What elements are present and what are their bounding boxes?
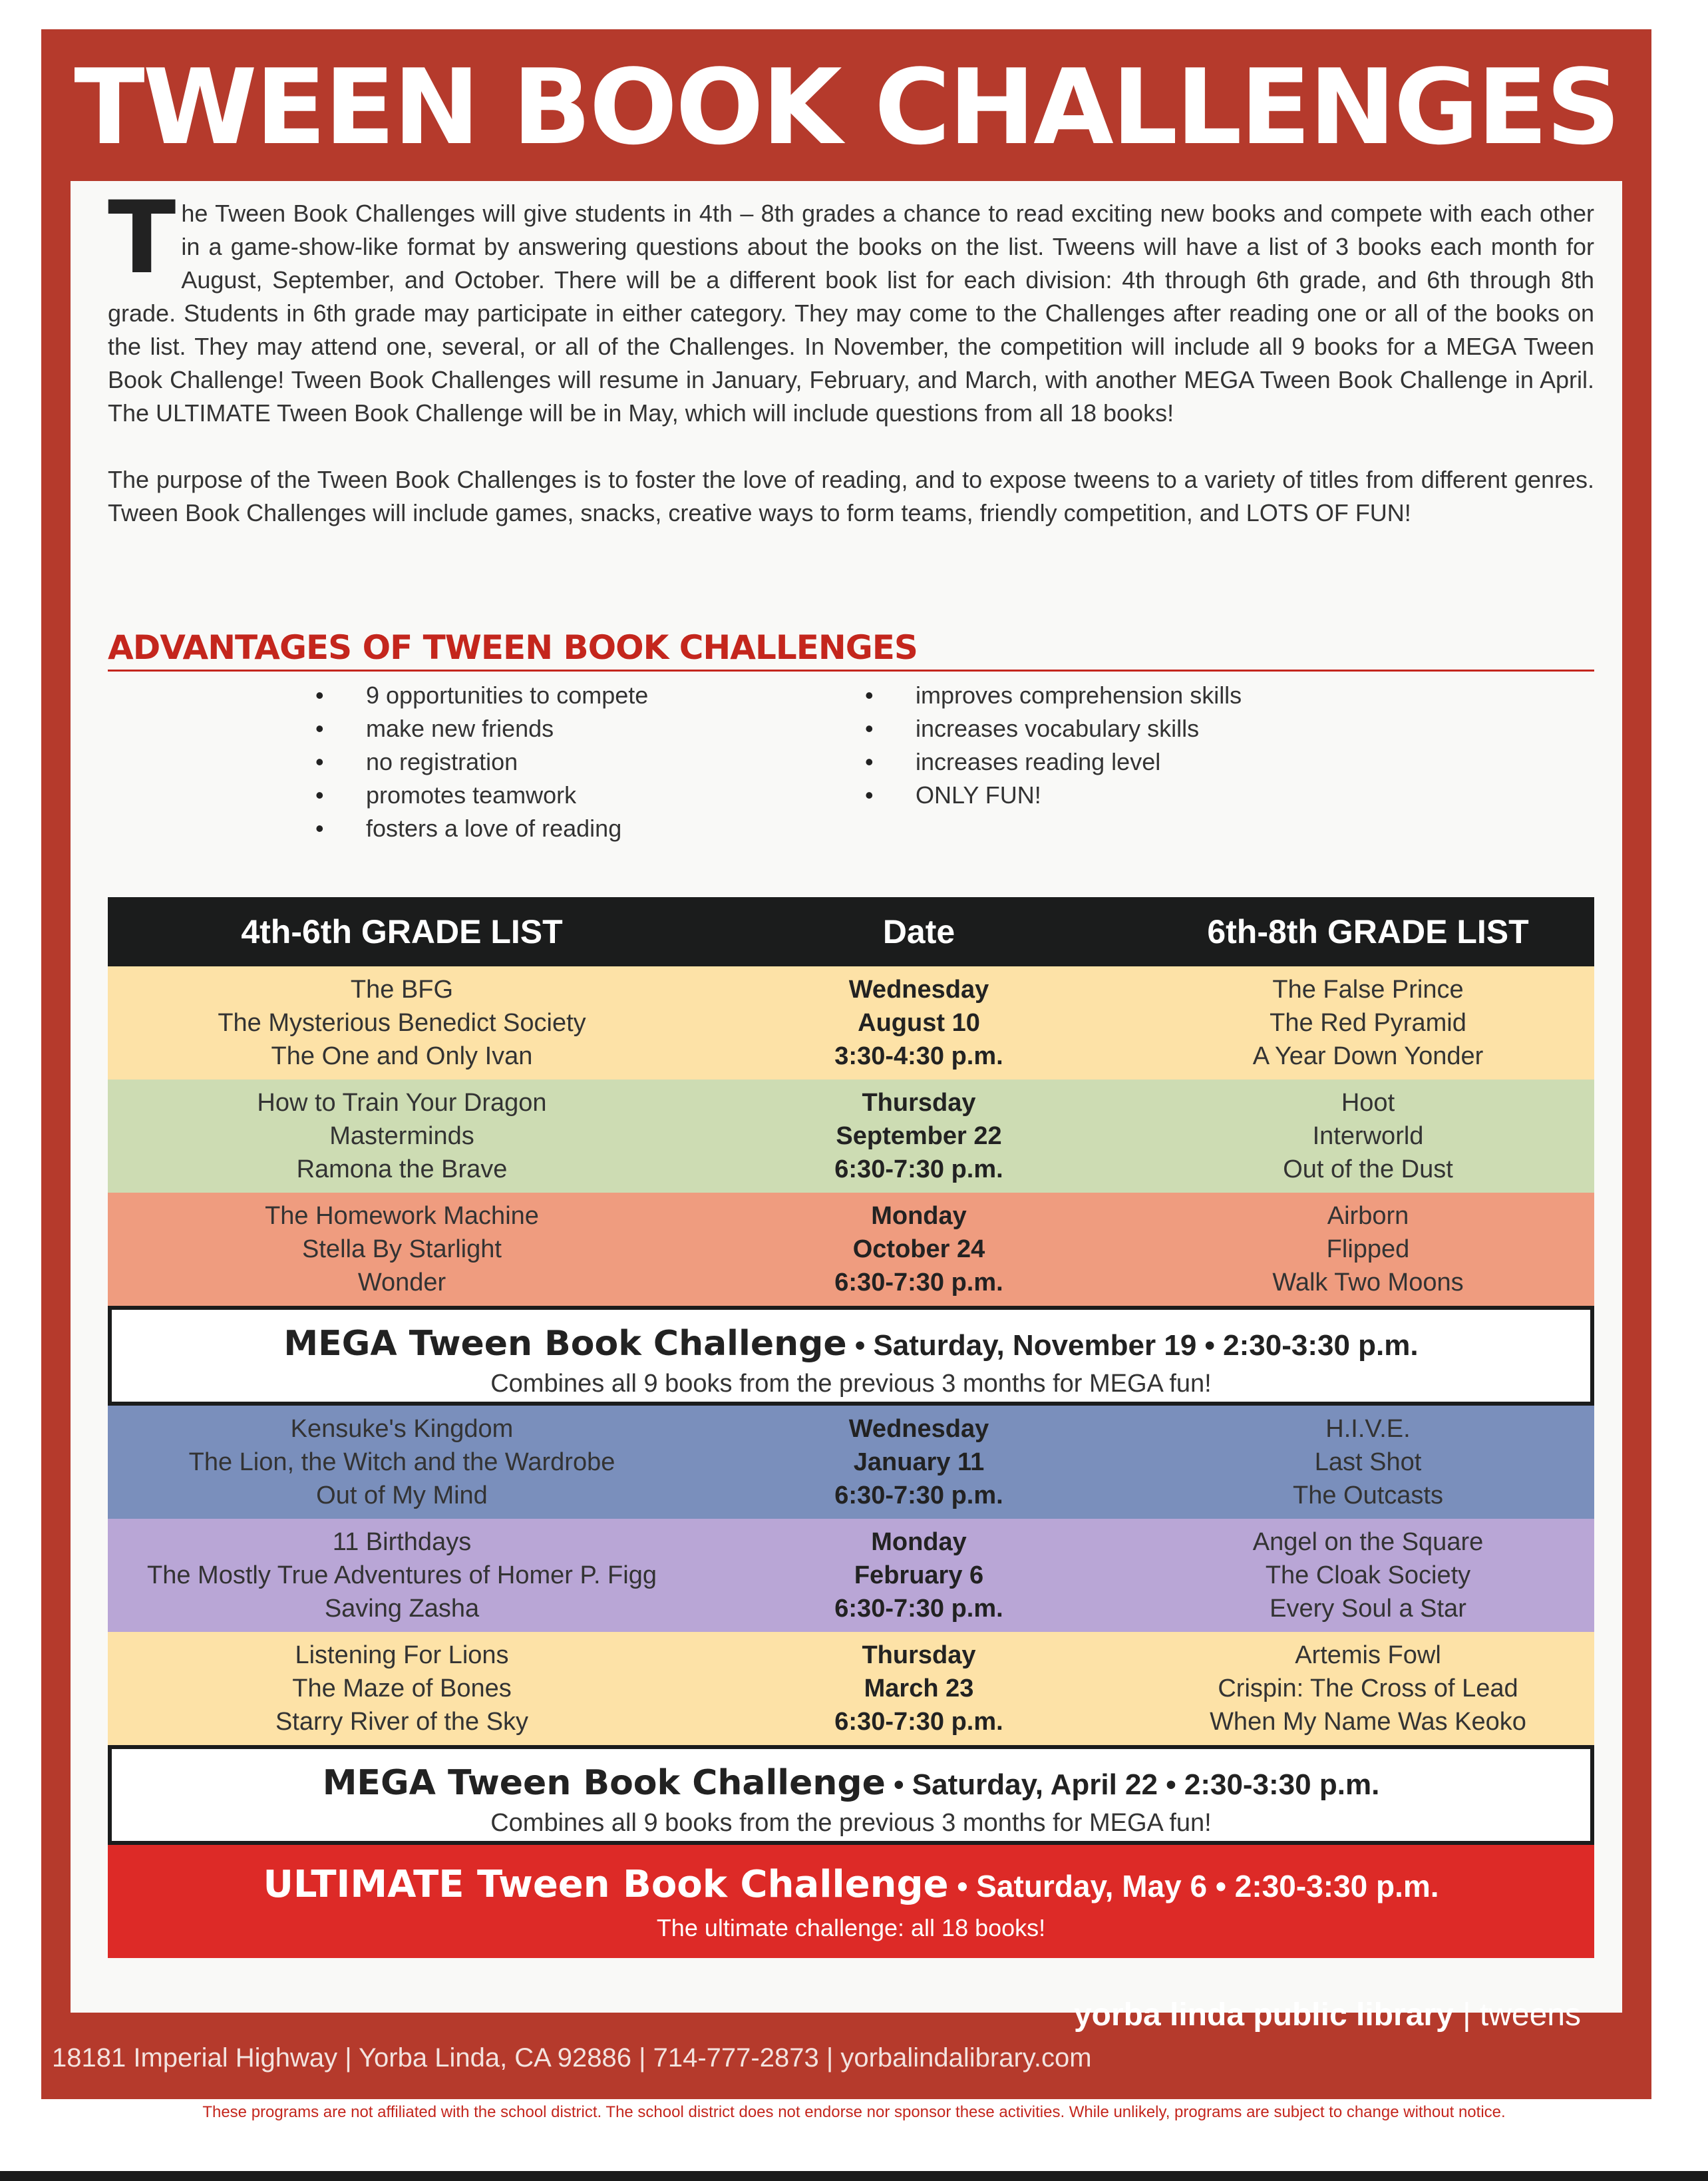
library-separator: | (1462, 1997, 1471, 2033)
mega-when: • Saturday, November 19 • 2:30-3:30 p.m. (846, 1329, 1419, 1362)
schedule-row-september (108, 1080, 1594, 1193)
book-title: Listening For Lions (295, 1641, 509, 1669)
ultimate-title: ULTIMATE Tween Book Challenge (263, 1863, 949, 1906)
book-title: The Maze of Bones (292, 1675, 512, 1702)
ultimate-subtitle: The ultimate challenge: all 18 books! (656, 1914, 1046, 1941)
mega-challenge-april (108, 1745, 1594, 1845)
drop-cap: T (108, 180, 176, 296)
intro-paragraph-2: The purpose of the Tween Book Challenges is to foster the love of reading, and to expose tweens to a variety of titles from different genres. Tween Book Challenges will include games, snacks, creative ways to form teams, friendly competition, and LOTS OF FUN! (108, 466, 1594, 526)
date-day: Thursday (862, 1089, 976, 1117)
intro-paragraph-1 (108, 180, 1594, 430)
book-title: H.I.V.E. (1325, 1415, 1411, 1443)
book-title: Out of the Dust (1283, 1155, 1453, 1183)
grade-4-6-books (108, 973, 696, 1073)
grade-6-8-books (1142, 1639, 1594, 1738)
flyer-title: TWEEN BOOK CHALLENGES (74, 47, 1619, 168)
mega-title: MEGA Tween Book Challenge (283, 1324, 847, 1364)
book-title: 11 Birthdays (332, 1528, 472, 1556)
book-title: Flipped (1326, 1235, 1410, 1263)
book-title: Out of My Mind (316, 1482, 488, 1509)
date-day: Thursday (862, 1641, 976, 1669)
book-title: The Mostly True Adventures of Homer P. Figg (147, 1561, 657, 1589)
schedule-row-february (108, 1519, 1594, 1632)
book-title: The Mysterious Benedict Society (218, 1009, 586, 1037)
book-title: Kensuke's Kingdom (290, 1415, 514, 1443)
scan-edge (0, 2171, 1708, 2181)
book-title: The Lion, the Witch and the Wardrobe (188, 1448, 615, 1476)
book-title: Every Soul a Star (1270, 1595, 1466, 1623)
grade-4-6-books (108, 1199, 696, 1299)
grade-4-6-books (108, 1639, 696, 1738)
advantage-item: • make new friends (315, 712, 648, 745)
grade-4-6-books (108, 1086, 696, 1186)
advantages-list-right (865, 679, 1242, 812)
date-day: Monday (871, 1202, 967, 1230)
book-title: Stella By Starlight (302, 1235, 502, 1263)
grade-4-6-books (108, 1525, 696, 1625)
schedule-row-march (108, 1632, 1594, 1745)
advantage-item: • ONLY FUN! (865, 779, 1242, 812)
session-date (696, 1199, 1142, 1299)
date-date: October 24 (852, 1235, 985, 1263)
mega-subtitle: Combines all 9 books from the previous 3 months for MEGA fun! (490, 1370, 1212, 1398)
date-time: 6:30-7:30 p.m. (834, 1269, 1003, 1296)
date-date: January 11 (853, 1448, 985, 1476)
book-title: Airborn (1327, 1202, 1409, 1230)
mega-title: MEGA Tween Book Challenge (322, 1763, 886, 1803)
content-panel (71, 181, 1622, 2013)
flyer-frame (41, 29, 1651, 2099)
intro-paragraph-1-text: he Tween Book Challenges will give students in 4th – 8th grades a chance to read exciting new books and compete with each other in a game-show-like format by answering questions about the books on the list. Tweens will have a list of 3 books each month for August, September, and October. There will be a different book list for each division: 4th through 6th grade, and 6th through 8th grade. Students in 6th grade may participate in either category. They may come to the Challenges after reading one or all of the books on the list. They may attend one, several, or all of the Challenges. In November, the competition will include all 9 books for a MEGA Tween Book Challenge! Tween Book Challenges will resume in January, February, and March, with another MEGA Tween Book Challenge in April. The ULTIMATE Tween Book Challenge will be in May, which will include questions from all 18 books! (108, 200, 1594, 427)
book-title: The Cloak Society (1265, 1561, 1471, 1589)
ultimate-challenge (108, 1845, 1594, 1958)
advantage-item: • increases vocabulary skills (865, 712, 1242, 745)
date-date: March 23 (864, 1675, 974, 1702)
book-title: Last Shot (1314, 1448, 1422, 1476)
book-title: Artemis Fowl (1295, 1641, 1441, 1669)
session-date (696, 1525, 1142, 1625)
header-date: Date (882, 913, 955, 950)
advantage-item: • fosters a love of reading (315, 812, 648, 845)
book-title: The Red Pyramid (1270, 1009, 1466, 1037)
advantages-list-left (315, 679, 648, 845)
book-title: The False Prince (1272, 976, 1464, 1004)
book-title: When My Name Was Keoko (1210, 1708, 1526, 1736)
book-title: Hoot (1341, 1089, 1395, 1117)
disclaimer: These programs are not affiliated with the school district. The school district does not endorse nor sponsor these activities. While unlikely, programs are subject to change without notice. (202, 2103, 1506, 2121)
date-time: 6:30-7:30 p.m. (834, 1155, 1003, 1183)
library-name (985, 1995, 1581, 2035)
date-day: Wednesday (848, 1415, 989, 1443)
session-date (696, 1639, 1142, 1738)
library-tag: tweens (1479, 1997, 1581, 2033)
book-title: Starry River of the Sky (275, 1708, 529, 1736)
book-title: The BFG (350, 976, 454, 1004)
book-title: Saving Zasha (324, 1595, 480, 1623)
book-title: Ramona the Brave (296, 1155, 508, 1183)
date-date: February 6 (854, 1561, 984, 1589)
grade-6-8-books (1142, 973, 1594, 1073)
advantage-item: • promotes teamwork (315, 779, 648, 812)
advantage-item: • 9 opportunities to compete (315, 679, 648, 712)
library-contact: 18181 Imperial Highway | Yorba Linda, CA 92886 | 714-777-2873 | yorbalindalibrary.com (52, 2043, 1092, 2073)
advantages-heading: ADVANTAGES OF TWEEN BOOK CHALLENGES (108, 626, 1594, 672)
schedule-header (108, 897, 1594, 966)
date-day: Wednesday (848, 976, 989, 1004)
header-grade-4-6: 4th-6th GRADE LIST (241, 913, 563, 950)
date-date: September 22 (836, 1122, 1002, 1150)
schedule-row-august (108, 966, 1594, 1080)
advantage-item: • increases reading level (865, 745, 1242, 779)
grade-6-8-books (1142, 1086, 1594, 1186)
mega-challenge-november (108, 1306, 1594, 1406)
date-day: Monday (871, 1528, 967, 1556)
book-title: How to Train Your Dragon (257, 1089, 547, 1117)
grade-6-8-books (1142, 1199, 1594, 1299)
library-name-text: yorba linda public library (1073, 1997, 1454, 2033)
date-date: August 10 (858, 1009, 980, 1037)
advantage-item: • improves comprehension skills (865, 679, 1242, 712)
schedule-table (108, 897, 1594, 1958)
book-title: Wonder (357, 1269, 446, 1296)
mega-subtitle: Combines all 9 books from the previous 3 months for MEGA fun! (490, 1809, 1212, 1837)
schedule-row-october (108, 1193, 1594, 1306)
advantage-item: • no registration (315, 745, 648, 779)
book-title: Walk Two Moons (1272, 1269, 1464, 1296)
book-title: Masterminds (329, 1122, 474, 1150)
book-title: A Year Down Yonder (1252, 1042, 1484, 1070)
date-time: 6:30-7:30 p.m. (834, 1595, 1003, 1623)
schedule-row-january (108, 1406, 1594, 1519)
grade-6-8-books (1142, 1525, 1594, 1625)
book-title: Crispin: The Cross of Lead (1218, 1675, 1518, 1702)
grade-4-6-books (108, 1412, 696, 1512)
ultimate-when: • Saturday, May 6 • 2:30-3:30 p.m. (948, 1869, 1439, 1903)
date-time: 6:30-7:30 p.m. (834, 1708, 1003, 1736)
book-title: Interworld (1312, 1122, 1424, 1150)
grade-6-8-books (1142, 1412, 1594, 1512)
session-date (696, 1412, 1142, 1512)
date-time: 6:30-7:30 p.m. (834, 1482, 1003, 1509)
session-date (696, 1086, 1142, 1186)
session-date (696, 973, 1142, 1073)
mega-when: • Saturday, April 22 • 2:30-3:30 p.m. (885, 1768, 1380, 1801)
book-title: The One and Only Ivan (271, 1042, 533, 1070)
book-title: The Homework Machine (265, 1202, 539, 1230)
book-title: Angel on the Square (1252, 1528, 1484, 1556)
date-time: 3:30-4:30 p.m. (834, 1042, 1003, 1070)
header-grade-6-8: 6th-8th GRADE LIST (1207, 913, 1529, 950)
intro-text (108, 180, 1594, 530)
book-title: The Outcasts (1293, 1482, 1443, 1509)
